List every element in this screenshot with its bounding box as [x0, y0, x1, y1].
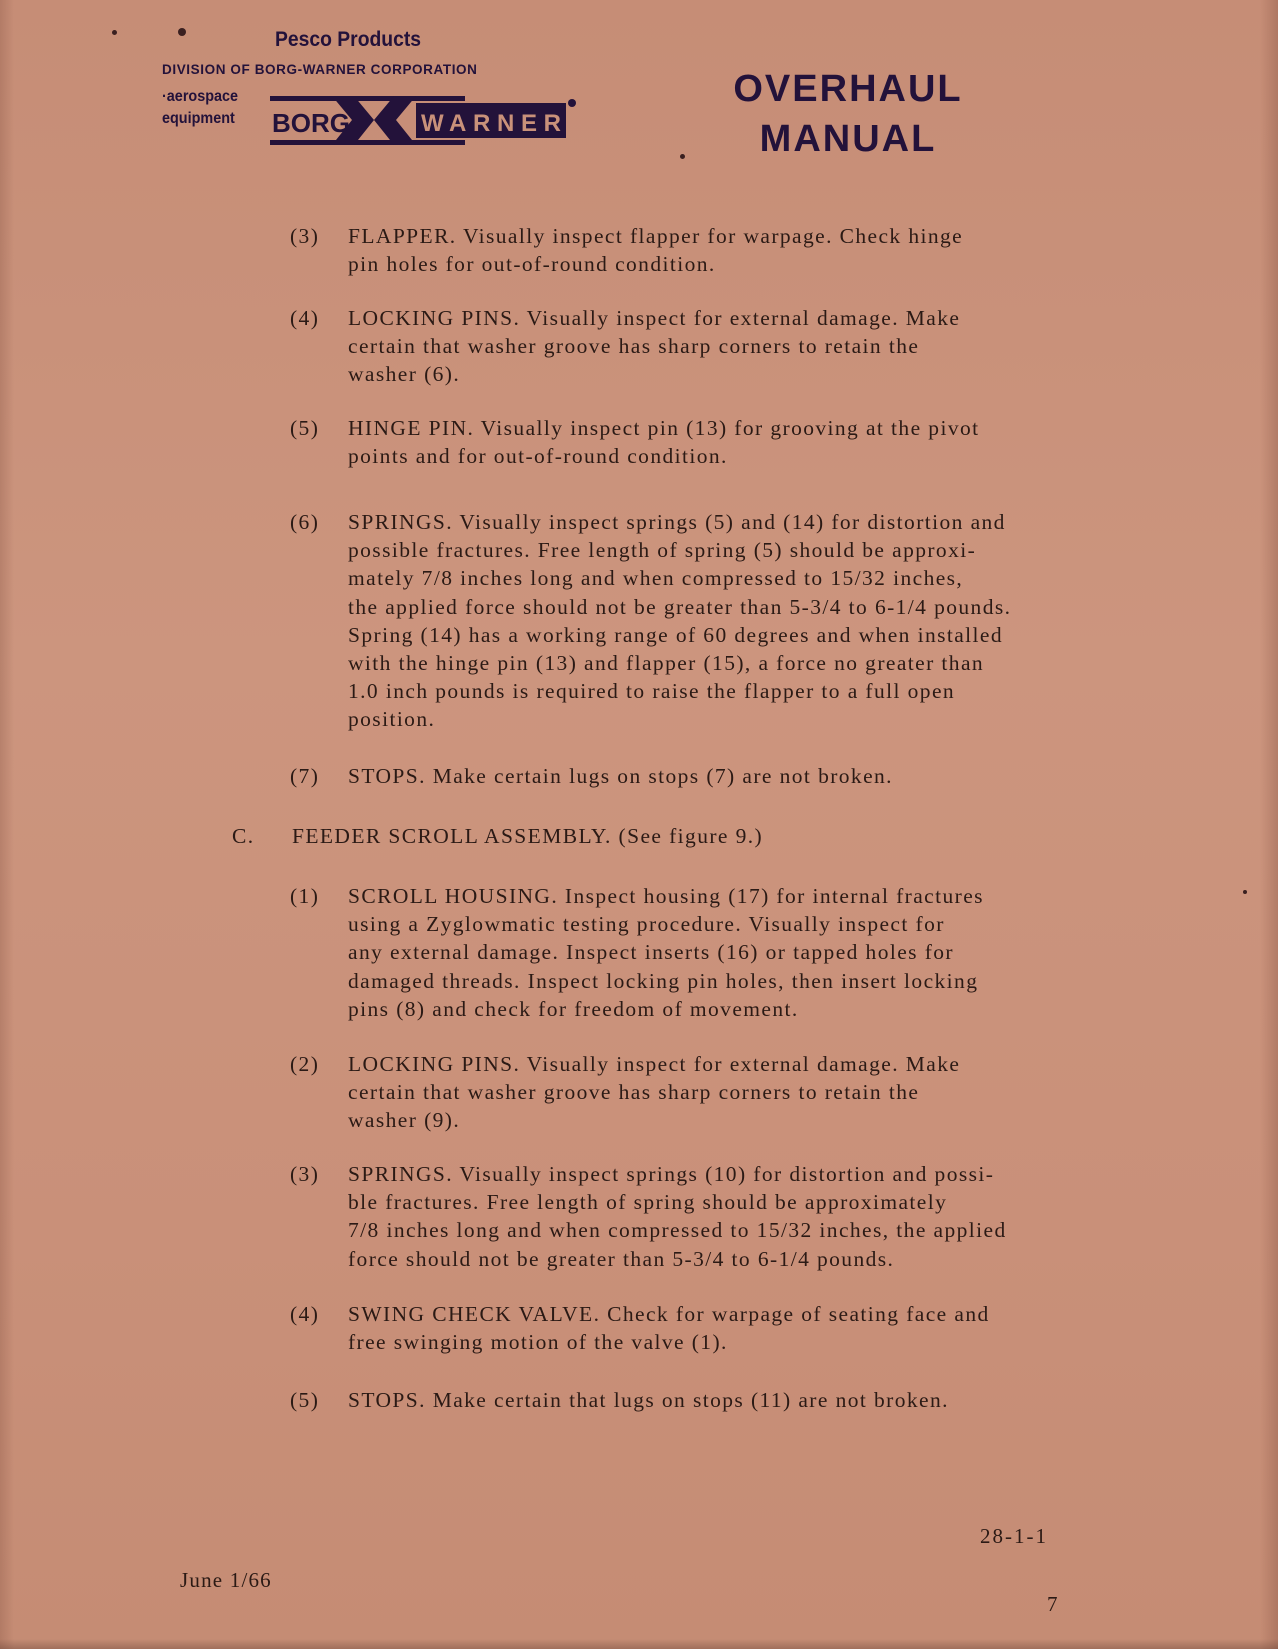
item-number: (3) [290, 224, 320, 248]
text-line: SCROLL HOUSING. Inspect housing (17) for internal fractures [348, 884, 984, 908]
aerospace-line-2: equipment [162, 110, 235, 127]
text-line: possible fractures. Free length of spring (5) should be approxi- [348, 538, 977, 563]
text-line: any external damage. Inspect inserts (16) or tapped holes for [348, 940, 954, 965]
page-edge-bottom [0, 1639, 1278, 1649]
company-name: Pesco Products [275, 28, 422, 51]
item-text [348, 414, 1188, 470]
text-line: damaged threads. Inspect locking pin holes, then insert locking [348, 968, 979, 993]
document-header [150, 24, 963, 174]
section-title: FEEDER SCROLL ASSEMBLY. (See figure 9.) [292, 824, 764, 848]
text-line: the applied force should not be greater than 5-3/4 to 6-1/4 pounds. [348, 594, 1012, 619]
title-line-2: MANUAL [759, 118, 937, 160]
ink-speck [112, 30, 117, 35]
item-number: (6) [290, 510, 320, 534]
item-number: (3) [290, 1162, 320, 1186]
page-number: 7 [1047, 1592, 1058, 1616]
item-number: (1) [290, 884, 320, 908]
text-line: using a Zyglowmatic testing procedure. Visually inspect for [348, 912, 945, 937]
aerospace-line-1: ·aerospace [162, 88, 239, 105]
text-line: points and for out-of-round condition. [348, 444, 728, 469]
item-number: (2) [290, 1052, 320, 1076]
title-line-1: OVERHAUL [733, 68, 963, 110]
text-line: 1.0 inch pounds is required to raise the flapper to a full open [348, 679, 956, 704]
text-line: STOPS. Make certain that lugs on stops (11) are not broken. [348, 1388, 949, 1412]
item-number: (4) [290, 306, 320, 330]
text-line: with the hinge pin (13) and flapper (15), a force no greater than [348, 651, 985, 676]
item-number: (4) [290, 1302, 320, 1326]
item-number: (7) [290, 764, 320, 788]
page-edge-left [0, 0, 14, 1649]
item-text [348, 508, 1188, 734]
text-line: washer (6). [348, 362, 461, 387]
document-code: 28-1-1 [980, 1524, 1048, 1548]
item-text [348, 1386, 1188, 1414]
text-line: SPRINGS. Visually inspect springs (5) and (14) for distortion and [348, 510, 1006, 534]
text-line: mately 7/8 inches long and when compressed to 15/32 inches, [348, 566, 964, 591]
text-line: Spring (14) has a working range of 60 degrees and when installed [348, 622, 1004, 647]
item-text [348, 222, 1188, 278]
text-line: 7/8 inches long and when compressed to 15/32 inches, the applied [348, 1218, 1007, 1243]
text-line: position. [348, 707, 436, 732]
item-text [348, 304, 1188, 389]
logo-warner-text: WARNER [421, 110, 561, 137]
item-text [348, 762, 1188, 790]
division-line: DIVISION OF BORG-WARNER CORPORATION [162, 62, 478, 77]
text-line: SPRINGS. Visually inspect springs (10) for distortion and possi- [348, 1162, 995, 1186]
page-edge-right [1260, 0, 1278, 1649]
item-text [348, 1050, 1188, 1135]
text-line: certain that washer groove has sharp corners to retain the [348, 334, 920, 359]
text-line: STOPS. Make certain lugs on stops (7) are not broken. [348, 764, 893, 788]
section-letter: C. [232, 824, 255, 848]
ink-speck [1243, 890, 1247, 894]
text-line: FLAPPER. Visually inspect flapper for warpage. Check hinge [348, 224, 964, 248]
text-line: pins (8) and check for freedom of movement. [348, 996, 799, 1021]
text-line: LOCKING PINS. Visually inspect for external damage. Make [348, 1052, 961, 1076]
text-line: certain that washer groove has sharp corners to retain the [348, 1080, 920, 1105]
logo-borg-text: BORG [272, 108, 350, 138]
revision-date: June 1/66 [180, 1568, 272, 1592]
item-text [348, 1300, 1188, 1356]
aerospace-equipment-label [162, 86, 238, 130]
text-line: pin holes for out-of-round condition. [348, 252, 716, 277]
text-line: force should not be greater than 5-3/4 to 6-1/4 pounds. [348, 1246, 895, 1271]
item-number: (5) [290, 416, 320, 440]
borg-warner-logo [270, 90, 620, 150]
item-text [348, 882, 1188, 1023]
item-number: (5) [290, 1388, 320, 1412]
text-line: HINGE PIN. Visually inspect pin (13) for grooving at the pivot [348, 416, 980, 440]
text-line: free swinging motion of the valve (1). [348, 1330, 728, 1355]
text-line: washer (9). [348, 1108, 461, 1133]
manual-title [718, 64, 978, 164]
text-line: ble fractures. Free length of spring should be approximately [348, 1190, 948, 1215]
text-line: LOCKING PINS. Visually inspect for external damage. Make [348, 306, 961, 330]
text-line: SWING CHECK VALVE. Check for warpage of seating face and [348, 1302, 990, 1326]
item-text [348, 1160, 1188, 1273]
